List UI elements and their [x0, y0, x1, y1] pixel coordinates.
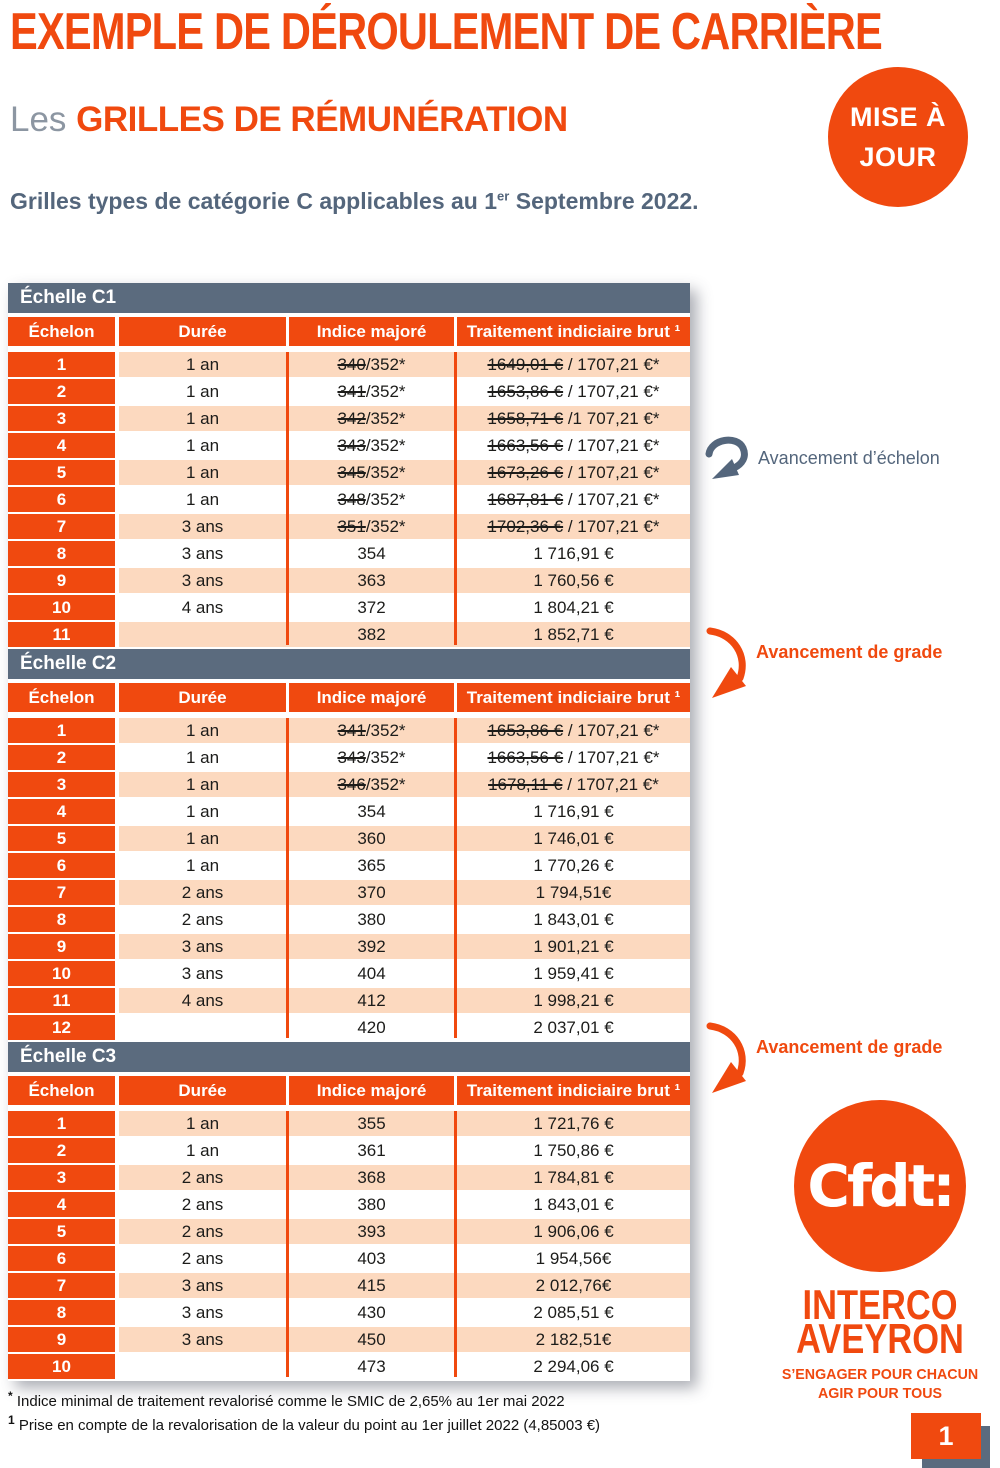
- column-spacer: [454, 487, 457, 512]
- table-row: [8, 1246, 690, 1271]
- duree-cell: 2 ans: [119, 1219, 286, 1244]
- curved-arrow-icon: [700, 626, 752, 704]
- column-spacer: [286, 595, 289, 620]
- footnotes: [8, 1389, 600, 1437]
- table-row: [8, 568, 690, 593]
- column-spacer: [454, 826, 457, 851]
- indice-cell: 393: [289, 1219, 454, 1244]
- column-spacer: [454, 853, 457, 878]
- duree-cell: 3 ans: [181, 544, 224, 563]
- table-row: [8, 1165, 690, 1190]
- indice-cell: 365: [357, 856, 386, 875]
- column-header-indice: Indice majoré: [289, 683, 454, 712]
- column-spacer: [454, 907, 457, 932]
- traitement-cell: 1 998,21 €: [457, 988, 690, 1013]
- duree-cell: 4 ans: [181, 598, 224, 617]
- table-title-c2: Échelle C2: [8, 649, 690, 679]
- duree-cell: 1 an: [185, 382, 220, 401]
- echelon-cell: 9: [8, 934, 115, 959]
- echelon-cell: 6: [8, 1246, 115, 1271]
- traitement-cell: 1658,71 € /1 707,21 €*: [457, 406, 690, 431]
- subtitle-prefix: Les: [10, 100, 67, 139]
- column-spacer: [286, 853, 289, 878]
- table-row: [8, 1138, 690, 1163]
- indice-cell: 354: [357, 802, 386, 821]
- indice-cell: 380: [357, 910, 386, 929]
- duree-cell: 1 an: [185, 1141, 220, 1160]
- table-title-c1: Échelle C1: [8, 283, 690, 313]
- column-spacer: [454, 799, 457, 824]
- echelon-cell: 7: [8, 514, 115, 539]
- traitement-cell: 1 716,91 €: [533, 544, 614, 563]
- echelon-cell: 10: [8, 961, 115, 986]
- echelon-cell: 1: [8, 1111, 115, 1136]
- curved-arrow-icon: [700, 1021, 752, 1099]
- column-spacer: [454, 1327, 457, 1352]
- footnote-symbol: 1: [8, 1413, 15, 1427]
- column-spacer: [286, 1327, 289, 1352]
- traitement-cell: 1 770,26 €: [533, 856, 614, 875]
- echelon-cell: 3: [8, 772, 115, 797]
- column-spacer: [454, 1273, 457, 1298]
- applicability-text: Grilles types de catégorie C applicables au: [10, 188, 485, 214]
- table-header-row: [8, 317, 690, 346]
- echelon-cell: 6: [8, 853, 115, 878]
- table-echelle-c1: [8, 283, 690, 647]
- footnote-one: [8, 1413, 600, 1434]
- echelon-cell: 4: [8, 433, 115, 458]
- cfdt-brand-text: Cfdt:: [807, 1152, 953, 1220]
- table-body: [8, 718, 690, 1040]
- table-row: [8, 718, 690, 743]
- table-row: [8, 1015, 690, 1040]
- indice-cell: 370: [289, 880, 454, 905]
- duree-cell: 1 an: [185, 802, 220, 821]
- duree-cell: 1 an: [185, 436, 220, 455]
- column-spacer: [286, 1138, 289, 1163]
- duree-cell: 3 ans: [119, 568, 286, 593]
- table-row: [8, 1327, 690, 1352]
- column-spacer: [286, 487, 289, 512]
- duree-cell: 2 ans: [181, 1195, 224, 1214]
- traitement-cell: 1687,81 € / 1707,21 €*: [487, 490, 660, 509]
- traitement-cell: 1 959,41 €: [533, 964, 614, 983]
- table-row: [8, 487, 690, 512]
- table-row: [8, 1111, 690, 1136]
- echelon-cell: 5: [8, 460, 115, 485]
- applicability-date-num: 1: [484, 188, 498, 214]
- column-spacer: [454, 988, 457, 1013]
- footnote-symbol: *: [8, 1389, 13, 1403]
- column-spacer: [454, 1138, 457, 1163]
- column-spacer: [454, 880, 457, 905]
- echelon-cell: 1: [8, 352, 115, 377]
- echelon-cell: 7: [8, 880, 115, 905]
- table-header-row: [8, 683, 690, 712]
- applicability-date-sup: er: [497, 188, 510, 204]
- table-row: [8, 595, 690, 620]
- traitement-cell: 1663,56 € / 1707,21 €*: [487, 436, 660, 455]
- annotation-label: Avancement d’échelon: [758, 448, 940, 468]
- echelon-cell: 5: [8, 826, 115, 851]
- duree-cell: 3 ans: [119, 934, 286, 959]
- echelon-cell: 4: [8, 799, 115, 824]
- indice-cell: 450: [289, 1327, 454, 1352]
- column-header-echelon: Échelon: [8, 683, 115, 712]
- indice-cell: 372: [357, 598, 386, 617]
- column-spacer: [454, 379, 457, 404]
- column-spacer: [286, 622, 289, 647]
- indice-cell: 412: [289, 988, 454, 1013]
- column-header-traitement: Traitement indiciaire brut ¹: [457, 683, 690, 712]
- indice-cell: 351/352*: [289, 514, 454, 539]
- echelon-cell: 10: [8, 1354, 115, 1379]
- column-spacer: [286, 1192, 289, 1217]
- column-spacer: [286, 352, 289, 377]
- table-row: [8, 988, 690, 1013]
- indice-cell: 355: [289, 1111, 454, 1136]
- column-header-echelon: Échelon: [8, 317, 115, 346]
- traitement-cell: 1663,56 € / 1707,21 €*: [487, 748, 660, 767]
- indice-cell: 342/352*: [289, 406, 454, 431]
- traitement-cell: 1 901,21 €: [457, 934, 690, 959]
- echelon-cell: 6: [8, 487, 115, 512]
- traitement-cell: 1 906,06 €: [457, 1219, 690, 1244]
- table-row: [8, 826, 690, 851]
- badge-line-2: JOUR: [859, 142, 937, 172]
- echelon-cell: 3: [8, 406, 115, 431]
- column-spacer: [454, 934, 457, 959]
- footnote-text: Indice minimal de traitement revalorisé comme le SMIC de 2,65% au 1er mai 2022: [16, 1393, 565, 1410]
- echelon-cell: 1: [8, 718, 115, 743]
- table-row: [8, 934, 690, 959]
- duree-cell: 1 an: [119, 406, 286, 431]
- duree-cell: 3 ans: [119, 1327, 286, 1352]
- indice-cell: 348/352*: [337, 490, 406, 509]
- footnote-asterisk: [8, 1389, 600, 1410]
- column-spacer: [454, 433, 457, 458]
- column-header-traitement: Traitement indiciaire brut ¹: [457, 317, 690, 346]
- column-spacer: [286, 718, 289, 743]
- table-row: [8, 1354, 690, 1379]
- traitement-cell: 1 843,01 €: [533, 910, 614, 929]
- column-spacer: [454, 1300, 457, 1325]
- annotation-label: Avancement de grade: [756, 642, 943, 662]
- duree-cell: 2 ans: [119, 880, 286, 905]
- echelon-cell: 2: [8, 745, 115, 770]
- column-spacer: [286, 1273, 289, 1298]
- table-row: [8, 961, 690, 986]
- traitement-cell: 1 852,71 €: [457, 622, 690, 647]
- column-spacer: [454, 622, 457, 647]
- annotation-avancement-grade-2: [700, 1021, 942, 1099]
- column-spacer: [286, 1165, 289, 1190]
- duree-cell: 2 ans: [181, 910, 224, 929]
- table-row: [8, 1273, 690, 1298]
- column-spacer: [454, 514, 457, 539]
- table-row: [8, 799, 690, 824]
- echelon-cell: 3: [8, 1165, 115, 1190]
- column-spacer: [454, 961, 457, 986]
- annotation-avancement-grade-1: [700, 626, 942, 704]
- echelon-cell: 5: [8, 1219, 115, 1244]
- traitement-cell: 1 843,01 €: [533, 1195, 614, 1214]
- traitement-cell: 2 182,51€: [457, 1327, 690, 1352]
- column-spacer: [454, 352, 457, 377]
- column-spacer: [454, 772, 457, 797]
- indice-cell: 343/352*: [337, 748, 406, 767]
- duree-cell: 3 ans: [119, 514, 286, 539]
- duree-cell: 1 an: [185, 490, 220, 509]
- indice-cell: 368: [289, 1165, 454, 1190]
- indice-cell: 363: [289, 568, 454, 593]
- traitement-cell: 2 294,06 €: [533, 1357, 614, 1376]
- column-spacer: [454, 541, 457, 566]
- traitement-cell: 2 037,01 €: [533, 1018, 614, 1037]
- column-spacer: [454, 1246, 457, 1271]
- section-subtitle: [10, 100, 568, 140]
- echelon-cell: 8: [8, 1300, 115, 1325]
- column-spacer: [286, 1300, 289, 1325]
- table-row: [8, 1300, 690, 1325]
- duree-cell: 1 an: [119, 826, 286, 851]
- org-name-line1: INTERCO: [802, 1281, 958, 1328]
- indice-cell: 392: [289, 934, 454, 959]
- column-header-indice: Indice majoré: [289, 1076, 454, 1105]
- duree-cell: 3 ans: [119, 1273, 286, 1298]
- duree-cell: 1 an: [185, 748, 220, 767]
- echelon-cell: 4: [8, 1192, 115, 1217]
- column-spacer: [286, 514, 289, 539]
- traitement-cell: 1653,86 € / 1707,21 €*: [457, 718, 690, 743]
- table-row: [8, 880, 690, 905]
- table-row: [8, 1219, 690, 1244]
- annotation-avancement-echelon: [704, 434, 940, 482]
- traitement-cell: 1 784,81 €: [457, 1165, 690, 1190]
- table-row: [8, 352, 690, 377]
- table-row: [8, 1192, 690, 1217]
- echelon-cell: 9: [8, 1327, 115, 1352]
- traitement-cell: 1 804,21 €: [533, 598, 614, 617]
- column-header-duree: Durée: [119, 683, 286, 712]
- column-spacer: [286, 799, 289, 824]
- indice-cell: 404: [357, 964, 386, 983]
- column-spacer: [454, 1354, 457, 1379]
- traitement-cell: 2 012,76€: [457, 1273, 690, 1298]
- table-row: [8, 514, 690, 539]
- salary-grid-tables: [8, 283, 690, 1381]
- table-row: [8, 622, 690, 647]
- indice-cell: 345/352*: [289, 460, 454, 485]
- echelon-cell: 10: [8, 595, 115, 620]
- column-spacer: [286, 460, 289, 485]
- echelon-cell: 2: [8, 379, 115, 404]
- indice-cell: 403: [357, 1249, 386, 1268]
- column-spacer: [286, 1015, 289, 1040]
- column-spacer: [286, 1354, 289, 1379]
- duree-cell: [119, 1015, 286, 1040]
- duree-cell: 1 an: [119, 718, 286, 743]
- column-spacer: [454, 718, 457, 743]
- column-header-duree: Durée: [119, 1076, 286, 1105]
- traitement-cell: 1678,11 € / 1707,21 €*: [457, 772, 690, 797]
- indice-cell: 382: [289, 622, 454, 647]
- duree-cell: 1 an: [119, 352, 286, 377]
- traitement-cell: 1 794,51€: [457, 880, 690, 905]
- mise-a-jour-badge: [828, 67, 968, 207]
- column-spacer: [286, 1246, 289, 1271]
- column-header-echelon: Échelon: [8, 1076, 115, 1105]
- traitement-cell: 1 721,76 €: [457, 1111, 690, 1136]
- column-spacer: [286, 826, 289, 851]
- table-body: [8, 352, 690, 647]
- duree-cell: 3 ans: [181, 964, 224, 983]
- traitement-cell: 1 750,86 €: [533, 1141, 614, 1160]
- table-row: [8, 907, 690, 932]
- indice-cell: 361: [357, 1141, 386, 1160]
- column-spacer: [286, 433, 289, 458]
- indice-cell: 354: [357, 544, 386, 563]
- indice-cell: 360: [289, 826, 454, 851]
- indice-cell: 420: [357, 1018, 386, 1037]
- applicability-note: [10, 188, 699, 215]
- indice-cell: 473: [357, 1357, 386, 1376]
- echelon-cell: 8: [8, 907, 115, 932]
- page-number: 1: [911, 1413, 981, 1459]
- duree-cell: 2 ans: [181, 1249, 224, 1268]
- table-row: [8, 433, 690, 458]
- column-spacer: [286, 1111, 289, 1136]
- column-spacer: [454, 568, 457, 593]
- table-title-c3: Échelle C3: [8, 1042, 690, 1072]
- cfdt-logo-icon: [794, 1100, 966, 1272]
- column-spacer: [454, 745, 457, 770]
- column-header-traitement: Traitement indiciaire brut ¹: [457, 1076, 690, 1105]
- column-spacer: [454, 1219, 457, 1244]
- table-header-row: [8, 1076, 690, 1105]
- traitement-cell: 2 085,51 €: [533, 1303, 614, 1322]
- badge-line-1: MISE À: [849, 101, 946, 132]
- traitement-cell: 1 954,56€: [535, 1249, 612, 1268]
- column-spacer: [286, 961, 289, 986]
- table-row: [8, 460, 690, 485]
- column-spacer: [286, 934, 289, 959]
- duree-cell: 4 ans: [119, 988, 286, 1013]
- column-spacer: [286, 907, 289, 932]
- column-spacer: [286, 568, 289, 593]
- indice-cell: 343/352*: [337, 436, 406, 455]
- column-spacer: [454, 1015, 457, 1040]
- table-row: [8, 772, 690, 797]
- table-row: [8, 541, 690, 566]
- echelon-cell: 11: [8, 988, 115, 1013]
- column-spacer: [454, 1165, 457, 1190]
- page-title: EXEMPLE DE DÉROULEMENT DE CARRIÈRE: [10, 3, 882, 61]
- echelon-cell: 7: [8, 1273, 115, 1298]
- table-row: [8, 745, 690, 770]
- column-header-duree: Durée: [119, 317, 286, 346]
- duree-cell: 1 an: [119, 1111, 286, 1136]
- traitement-cell: 1 760,56 €: [457, 568, 690, 593]
- traitement-cell: 1702,36 € / 1707,21 €*: [457, 514, 690, 539]
- org-name-line2: AVEYRON: [796, 1315, 964, 1362]
- table-row: [8, 853, 690, 878]
- applicability-date-rest: Septembre 2022.: [509, 188, 699, 214]
- indice-cell: 380: [357, 1195, 386, 1214]
- column-spacer: [286, 541, 289, 566]
- traitement-cell: 1649,01 € / 1707,21 €*: [457, 352, 690, 377]
- column-spacer: [454, 1192, 457, 1217]
- column-spacer: [454, 595, 457, 620]
- duree-cell: 1 an: [119, 772, 286, 797]
- indice-cell: 341/352*: [337, 382, 406, 401]
- duree-cell: [119, 1354, 286, 1379]
- column-spacer: [286, 1219, 289, 1244]
- column-spacer: [286, 772, 289, 797]
- indice-cell: 430: [357, 1303, 386, 1322]
- curved-arrow-icon: [704, 434, 748, 482]
- indice-cell: 340/352*: [289, 352, 454, 377]
- traitement-cell: 1 716,91 €: [533, 802, 614, 821]
- org-tagline-line1: S’ENGAGER POUR CHACUN: [781, 1366, 979, 1383]
- table-row: [8, 379, 690, 404]
- duree-cell: 1 an: [185, 856, 220, 875]
- traitement-cell: 1653,86 € / 1707,21 €*: [487, 382, 660, 401]
- table-echelle-c2: [8, 649, 690, 1040]
- echelon-cell: 12: [8, 1015, 115, 1040]
- traitement-cell: 1 746,01 €: [457, 826, 690, 851]
- indice-cell: 415: [289, 1273, 454, 1298]
- column-spacer: [286, 406, 289, 431]
- footnote-text: Prise en compte de la revalorisation de la valeur du point au 1er juillet 2022 (4,85003 €): [18, 1417, 601, 1434]
- echelon-cell: 11: [8, 622, 115, 647]
- cfdt-logo-block: [775, 1100, 985, 1403]
- column-spacer: [286, 379, 289, 404]
- column-spacer: [286, 745, 289, 770]
- table-row: [8, 406, 690, 431]
- duree-cell: 3 ans: [181, 1303, 224, 1322]
- indice-cell: 346/352*: [289, 772, 454, 797]
- column-spacer: [454, 1111, 457, 1136]
- column-header-indice: Indice majoré: [289, 317, 454, 346]
- echelon-cell: 8: [8, 541, 115, 566]
- column-spacer: [454, 406, 457, 431]
- echelon-cell: 9: [8, 568, 115, 593]
- column-spacer: [286, 880, 289, 905]
- subtitle-main: GRILLES DE RÉMUNÉRATION: [76, 100, 568, 139]
- duree-cell: 1 an: [119, 460, 286, 485]
- column-spacer: [454, 460, 457, 485]
- column-spacer: [286, 988, 289, 1013]
- indice-cell: 341/352*: [289, 718, 454, 743]
- table-echelle-c3: [8, 1042, 690, 1379]
- org-tagline-line2: AGIR POUR TOUS: [817, 1385, 943, 1402]
- duree-cell: 2 ans: [119, 1165, 286, 1190]
- traitement-cell: 1673,26 € / 1707,21 €*: [457, 460, 690, 485]
- echelon-cell: 2: [8, 1138, 115, 1163]
- duree-cell: [119, 622, 286, 647]
- annotation-label: Avancement de grade: [756, 1037, 943, 1057]
- table-body: [8, 1111, 690, 1379]
